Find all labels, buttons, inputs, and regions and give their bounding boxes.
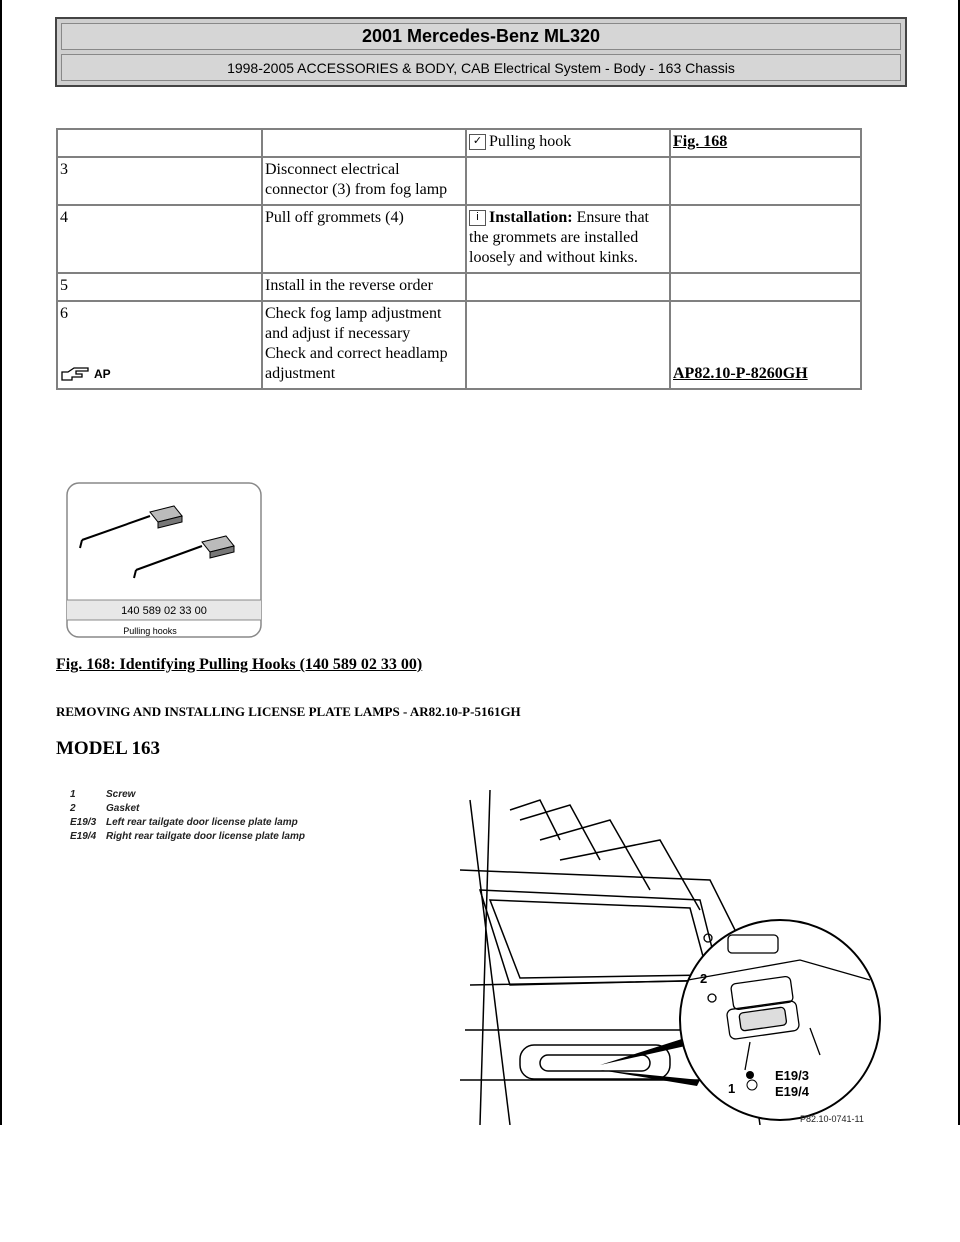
pointing-hand-icon: [60, 366, 90, 382]
step-text: Pull off grommets (4): [262, 205, 466, 273]
procedure-table: [56, 128, 862, 390]
step-number: 5: [57, 273, 262, 301]
step-number: 4: [57, 205, 262, 273]
table-row: [57, 273, 861, 301]
document-title: 2001 Mercedes-Benz ML320: [61, 23, 901, 50]
part-number-label: 140 589 02 33 00: [121, 605, 207, 617]
legend-item: E19/4 Right rear tailgate door license plate lamp: [70, 831, 305, 842]
step-number: 6: [60, 305, 68, 322]
legend-item: 2 Gasket: [70, 803, 140, 814]
page-border-left: [0, 0, 2, 1125]
figure-legend: [70, 788, 305, 844]
table-row: [57, 129, 861, 157]
note-label: Installation:: [489, 209, 573, 226]
table-row: [57, 205, 861, 273]
fig-168-link[interactable]: Fig. 168: [673, 133, 728, 150]
legend-item: 1 Screw: [70, 789, 136, 800]
figure-code: P82.10-0741-11: [800, 1114, 864, 1124]
callout-1: 1: [728, 1081, 736, 1096]
document-subtitle: 1998-2005 ACCESSORIES & BODY, CAB Electrical System - Body - 163 Chassis: [61, 54, 901, 81]
note-text: Ensure that the grommets are installed loosely and without kinks.: [469, 209, 649, 266]
step-number: 3: [57, 157, 262, 205]
step-text-2: Check and correct headlamp adjustment: [265, 345, 448, 382]
pulling-hooks-figure: [66, 482, 262, 638]
license-plate-lamp-figure: [450, 780, 882, 1125]
callout-e19-4: E19/4: [775, 1084, 809, 1099]
section-title: REMOVING AND INSTALLING LICENSE PLATE LAMPS - AR82.10-P-5161GH: [56, 704, 521, 719]
figure-label: Pulling hooks: [123, 626, 177, 636]
ap-document-link[interactable]: AP82.10-P-8260GH: [673, 365, 808, 382]
step-text: Install in the reverse order: [262, 273, 466, 301]
step-text: Disconnect electrical connector (3) from fog lamp: [262, 157, 466, 205]
info-icon: i: [469, 210, 486, 226]
document-header: [55, 17, 907, 87]
model-heading: MODEL 163: [56, 738, 160, 759]
tool-name: Pulling hook: [489, 133, 572, 150]
ap-label: AP: [94, 367, 111, 381]
table-row: [57, 301, 861, 389]
tool-icon: ✓: [469, 134, 486, 150]
callout-2: 2: [700, 971, 708, 986]
ap-reference: [60, 364, 259, 384]
step-text: Check fog lamp adjustment and adjust if necessary: [265, 305, 442, 342]
table-row: [57, 157, 861, 205]
figure-caption[interactable]: Fig. 168: Identifying Pulling Hooks (140 589 02 33 00): [56, 656, 423, 673]
callout-e19-3: E19/3: [775, 1068, 809, 1083]
legend-item: E19/3 Left rear tailgate door license plate lamp: [70, 817, 298, 828]
